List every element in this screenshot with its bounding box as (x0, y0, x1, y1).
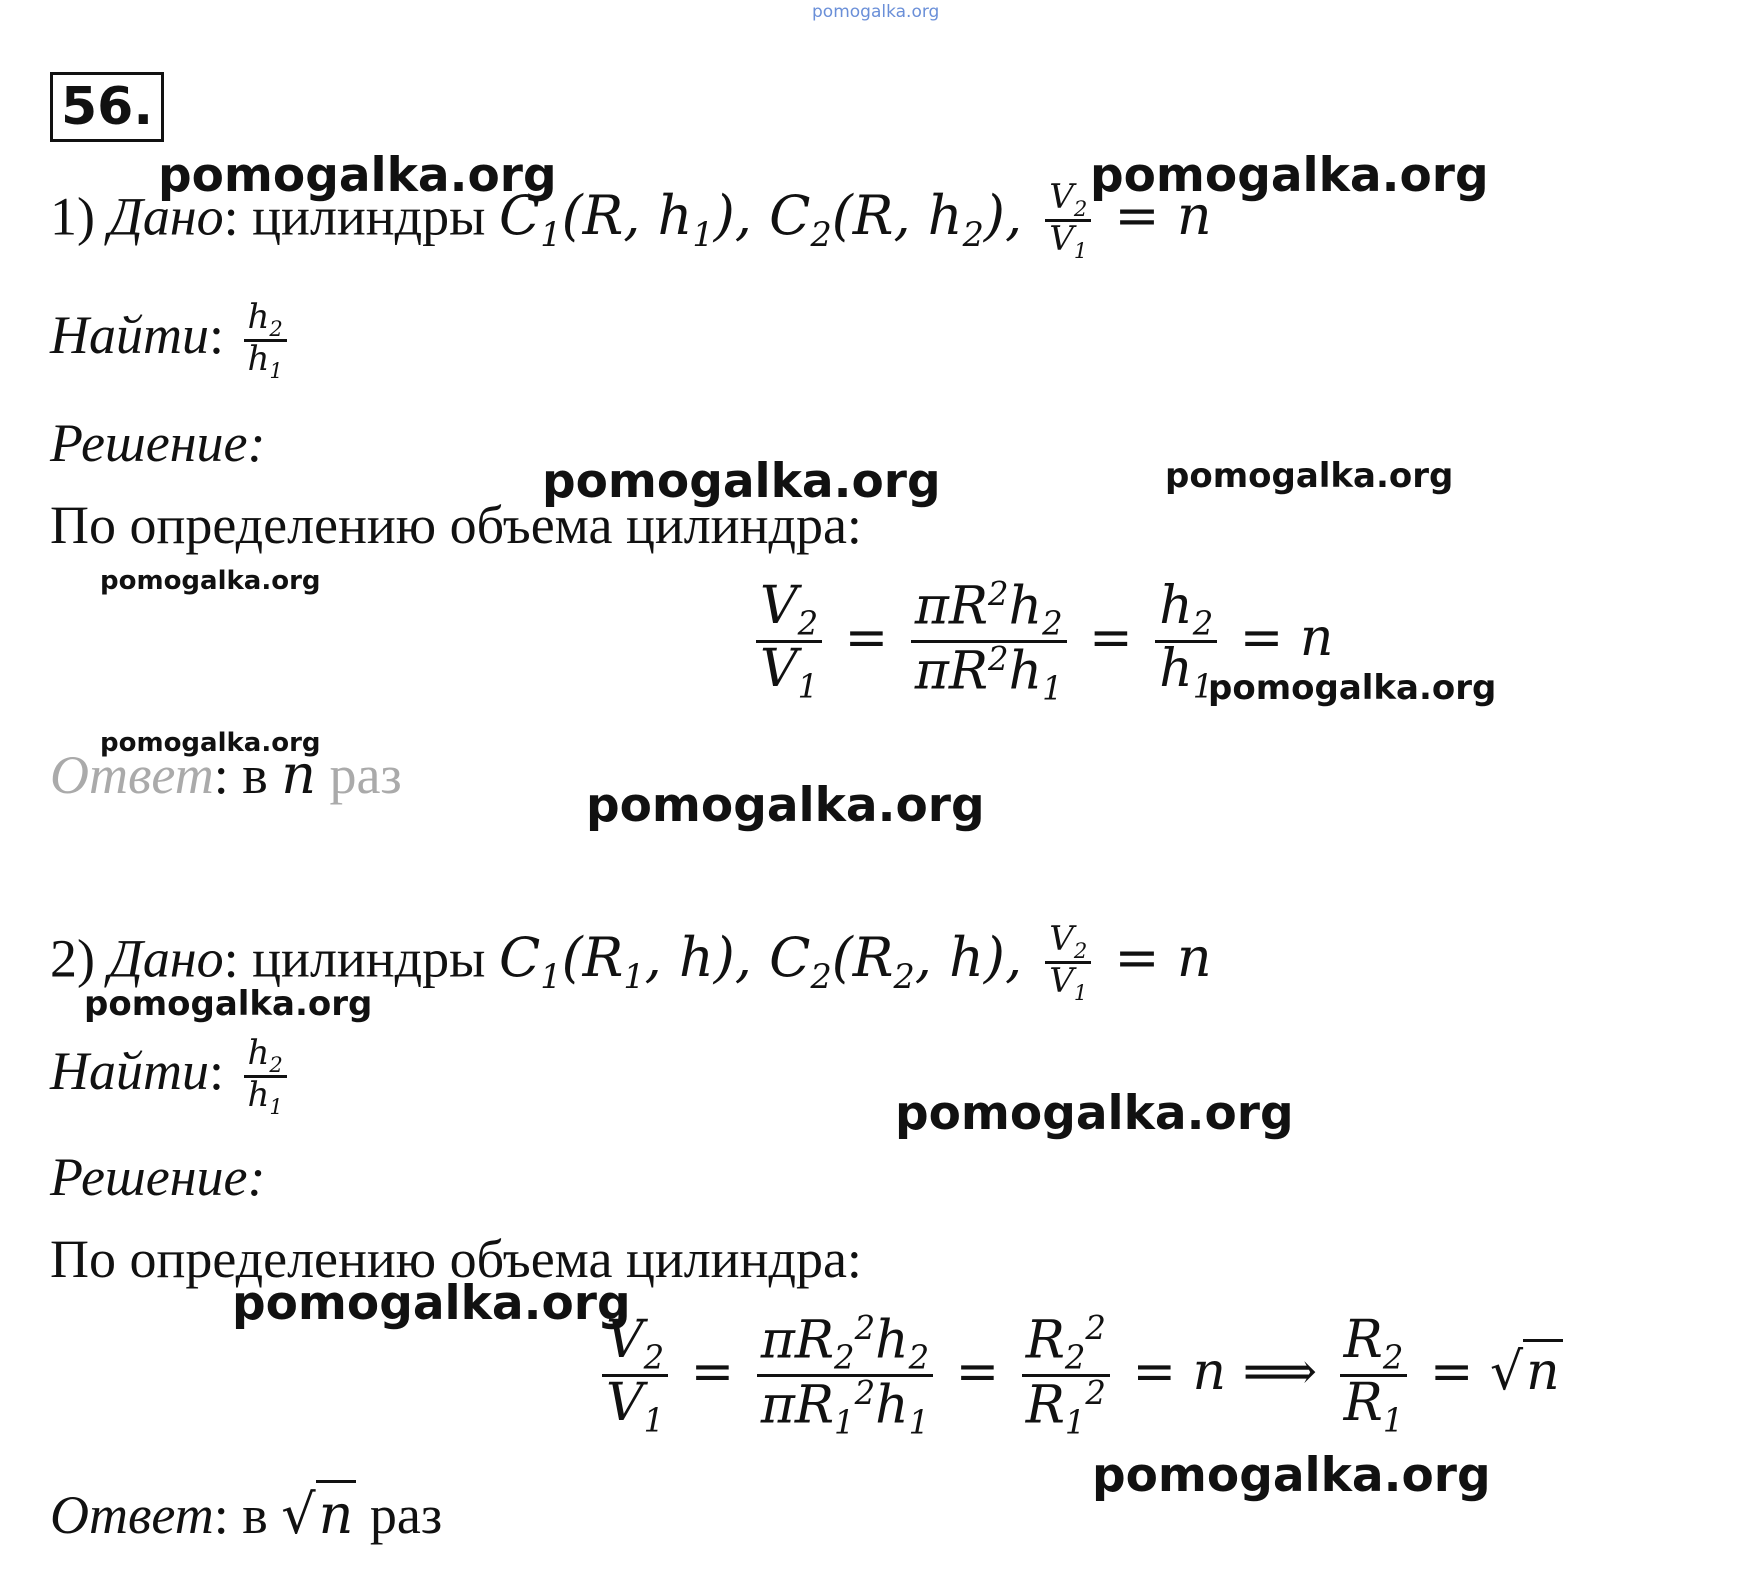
part1-solution-label: Решение: (50, 413, 266, 473)
part2-num: 2) (50, 928, 95, 989)
watermark: pomogalka.org (1208, 668, 1497, 708)
part2-find-label: Найти (50, 1040, 209, 1101)
watermark: pomogalka.org (100, 728, 321, 758)
watermark: pomogalka.org (586, 778, 985, 833)
watermark: pomogalka.org (1092, 1448, 1491, 1503)
part2-given-text: : цилиндры (223, 928, 499, 989)
part1-formula: $\frac{V_2}{V_1}$ = $\frac{\pi R^2h_2}{\pi R^2h_1}$ = $\frac{h_2}{h_1}$ = n (750, 578, 1333, 705)
ratio-fraction: $\frac{V_2}{V_1}$ (1045, 922, 1091, 1003)
part1-num: 1) (50, 186, 95, 247)
sqrt-n: √n (281, 1488, 356, 1542)
part2-given-label: Дано (108, 928, 224, 989)
part2-given-formula: $C_1(R_1$, h), $C_2(R_2$, h), $\frac{V_2}{V_1}$ = n (498, 919, 1212, 1005)
part1-given-formula: $C_1(R$, $h_1$), $C_2(R$, $h_2$), $\frac{V_2}{V_1}$ = n (498, 177, 1212, 263)
watermark: pomogalka.org (158, 148, 557, 203)
part2-definition: По определению объема цилиндра: (50, 1229, 862, 1289)
part2-solution-label: Решение: (50, 1147, 266, 1207)
part1-find-fraction: $\frac{h_2}{h_1}$ (244, 300, 287, 381)
part1-given-text: : цилиндры (223, 186, 499, 247)
problem-number: 56. (50, 72, 164, 142)
part1-find-label: Найти (50, 304, 209, 365)
part2-find-fraction: $\frac{h_2}{h_1}$ (244, 1036, 287, 1117)
watermark: pomogalka.org (895, 1086, 1294, 1141)
watermark: pomogalka.org (542, 454, 941, 509)
watermark: pomogalka.org (84, 984, 373, 1024)
watermark-top: pomogalka.org (812, 2, 940, 22)
watermark: pomogalka.org (232, 1276, 631, 1331)
watermark: pomogalka.org (1165, 456, 1454, 496)
part2-answer-label: Ответ (50, 1485, 214, 1545)
part1-given-label: Дано (108, 186, 224, 247)
watermark: pomogalka.org (1090, 148, 1489, 203)
part1-given (50, 177, 1212, 263)
part2-answer: Ответ: в √n раз (50, 1488, 442, 1542)
watermark: pomogalka.org (100, 566, 321, 596)
part1-definition: По определению объема цилиндра: (50, 495, 862, 555)
part2-formula: $\frac{V_2}{V_1}$ = $\frac{\pi R_2^2h_2}{\pi R_1^2h_1}$ = $\frac{R_2^2}{R_1^2}$ = n ⟹ $\frac{R_2}{R_1}$ = √n (596, 1312, 1563, 1439)
part1-answer: Ответ: в n раз (50, 743, 402, 806)
part2-find: Найти: $\frac{h_2}{h_1}$ (50, 1036, 293, 1117)
part1-find: Найти: $\frac{h_2}{h_1}$ (50, 300, 293, 381)
ratio-fraction: $\frac{V_2}{V_1}$ (1045, 180, 1091, 261)
part1-answer-label: Ответ (50, 745, 214, 805)
